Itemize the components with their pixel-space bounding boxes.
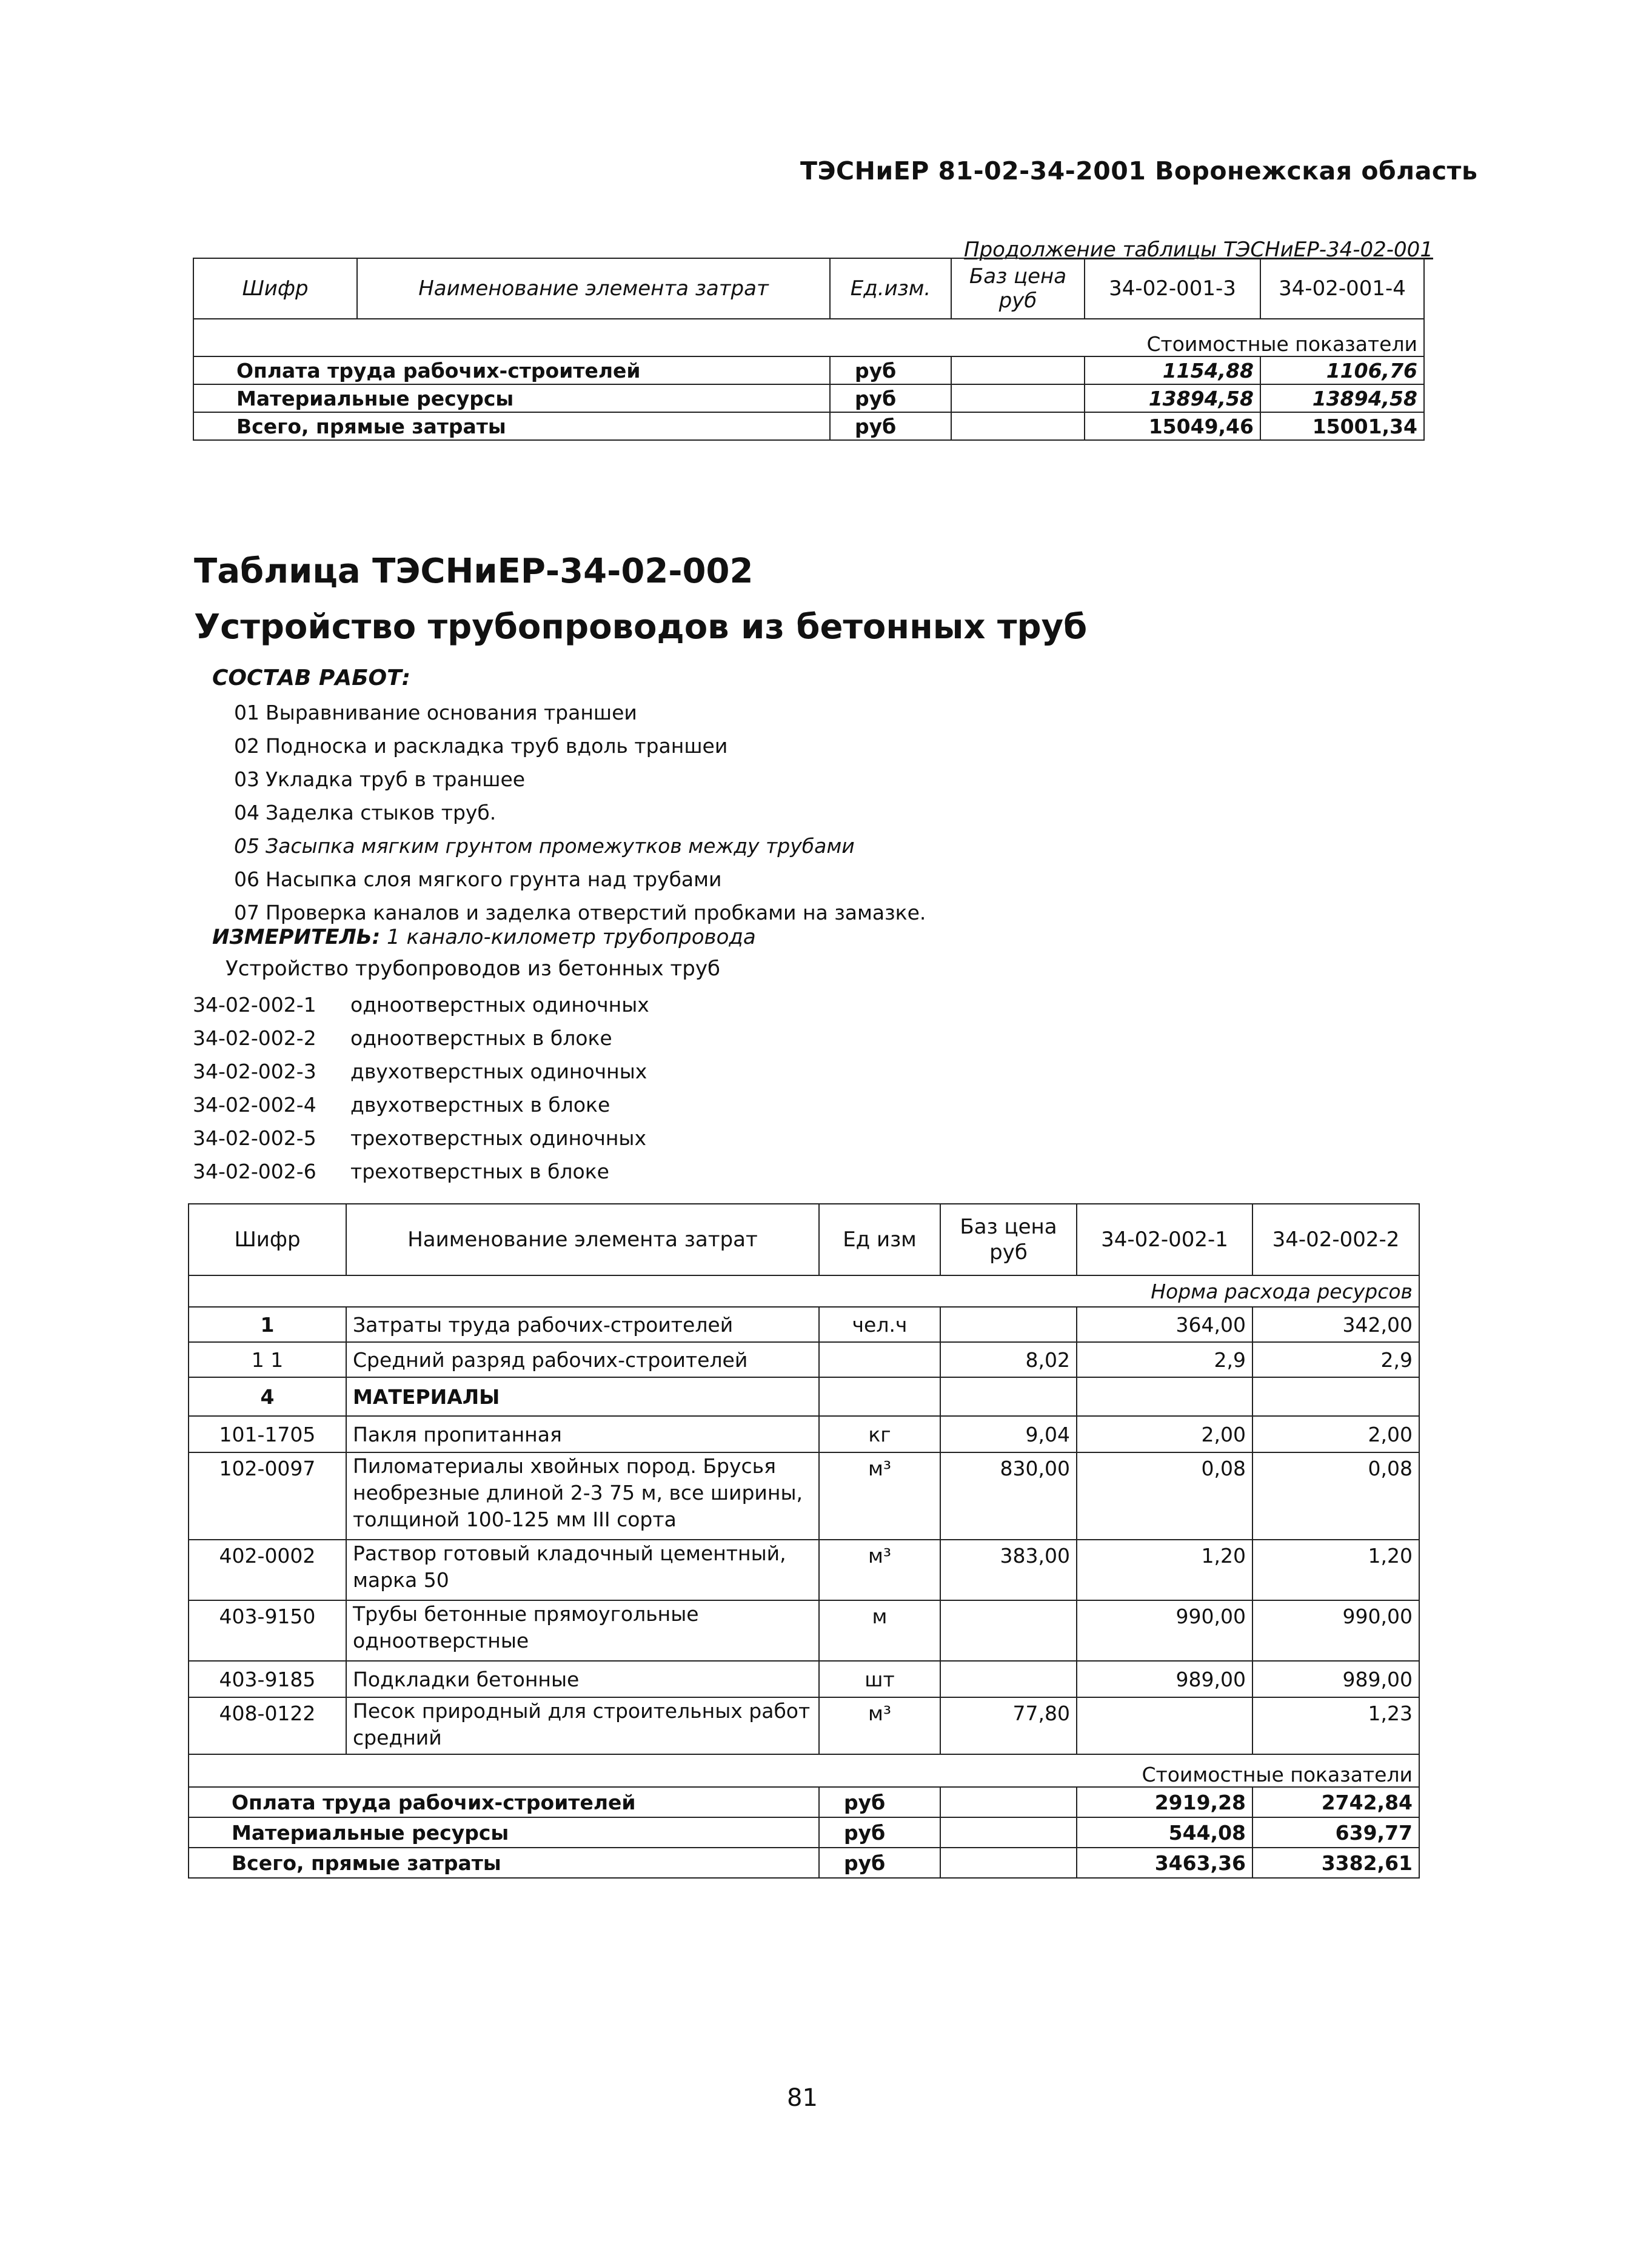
row-code: 102-0097: [189, 1452, 346, 1540]
row-price: 9,04: [940, 1416, 1077, 1452]
row-value: 1,23: [1252, 1697, 1419, 1754]
list-item: 34-02-002-5 трехотверстных одиночных: [193, 1126, 647, 1150]
row-value: 989,00: [1252, 1661, 1419, 1697]
row-unit: м³: [819, 1697, 940, 1754]
row-unit: [819, 1377, 940, 1416]
row-name: Материальные ресурсы: [189, 1817, 819, 1848]
row-unit: руб: [819, 1848, 940, 1878]
section-cost-indicators: Стоимостные показатели: [189, 1754, 1419, 1787]
row-unit: [819, 1342, 940, 1377]
row-name: МАТЕРИАЛЫ: [346, 1377, 819, 1416]
row-value: 2,00: [1077, 1416, 1252, 1452]
row-value: 990,00: [1252, 1600, 1419, 1661]
header-base-price: Баз цена руб: [951, 258, 1085, 319]
row-value: 639,77: [1252, 1817, 1419, 1848]
table-title: Таблица ТЭСНиЕР-34-02-002: [194, 552, 754, 591]
row-name: Раствор готовый кладочный цементный, марка 50: [346, 1540, 819, 1600]
row-value: 2919,28: [1077, 1787, 1252, 1817]
row-value: 1,20: [1077, 1540, 1252, 1600]
row-code: 403-9150: [189, 1600, 346, 1661]
continuation-table: [193, 258, 1425, 441]
row-name: Всего, прямые затраты: [189, 1848, 819, 1878]
row-price: 8,02: [940, 1342, 1077, 1377]
row-value: 342,00: [1252, 1307, 1419, 1342]
list-item: 34-02-002-6 трехотверстных в блоке: [193, 1160, 609, 1183]
composition-label: СОСТАВ РАБОТ:: [212, 666, 411, 690]
row-name: Оплата труда рабочих-строителей: [189, 1787, 819, 1817]
row-code: 408-0122: [189, 1697, 346, 1754]
row-price: 383,00: [940, 1540, 1077, 1600]
table-subtitle: Устройство трубопроводов из бетонных труб: [194, 607, 1088, 647]
row-name: Песок природный для строительных работ средний: [346, 1697, 819, 1754]
row-value: 0,08: [1252, 1452, 1419, 1540]
header-col1: 34-02-002-1: [1077, 1204, 1252, 1275]
row-unit: м³: [819, 1452, 940, 1540]
row-price: [940, 1600, 1077, 1661]
row-value: 364,00: [1077, 1307, 1252, 1342]
header-code: Шифр: [189, 1204, 346, 1275]
row-name: Оплата труда рабочих-строителей: [193, 356, 830, 384]
header-unit: Ед изм: [819, 1204, 940, 1275]
list-item: 02 Подноска и раскладка труб вдоль траншеи: [234, 734, 728, 758]
meter-line: [212, 925, 756, 949]
meter-text: 1 канало-километр трубопровода: [387, 925, 756, 949]
row-code: 4: [189, 1377, 346, 1416]
meter-label: ИЗМЕРИТЕЛЬ:: [212, 925, 381, 949]
row-value: [1077, 1377, 1252, 1416]
row-unit: кг: [819, 1416, 940, 1452]
row-code: 1: [189, 1307, 346, 1342]
row-unit: м: [819, 1600, 940, 1661]
table-continuation-caption: Продолжение таблицы ТЭСНиЕР-34-02-001: [964, 238, 1433, 262]
resources-table: [188, 1203, 1420, 1879]
list-item: 01 Выравнивание основания траншеи: [234, 701, 637, 724]
row-value: 990,00: [1077, 1600, 1252, 1661]
row-unit: м³: [819, 1540, 940, 1600]
header-unit: Ед.изм.: [830, 258, 951, 319]
list-item: 34-02-002-1 одноотверстных одиночных: [193, 993, 649, 1017]
row-name: Материальные ресурсы: [193, 384, 830, 412]
row-value: 13894,58: [1260, 384, 1424, 412]
list-item: 04 Заделка стыков труб.: [234, 801, 497, 824]
row-price: 830,00: [940, 1452, 1077, 1540]
list-item: 34-02-002-3 двухотверстных одиночных: [193, 1060, 647, 1083]
header-col2: 34-02-002-2: [1252, 1204, 1419, 1275]
row-unit: руб: [830, 412, 951, 440]
code-list: [193, 988, 649, 1188]
row-price: [940, 1661, 1077, 1697]
row-name: Подкладки бетонные: [346, 1661, 819, 1697]
row-unit: чел.ч: [819, 1307, 940, 1342]
row-value: 544,08: [1077, 1817, 1252, 1848]
row-unit: руб: [819, 1817, 940, 1848]
list-item: 05 Засыпка мягким грунтом промежутков между трубами: [234, 834, 855, 858]
row-value: 2,9: [1252, 1342, 1419, 1377]
row-value: 2,00: [1252, 1416, 1419, 1452]
row-value: 1154,88: [1085, 356, 1260, 384]
row-value: 3463,36: [1077, 1848, 1252, 1878]
row-name: Пиломатериалы хвойных пород. Брусья необрезные длиной 2-3 75 м, все ширины, толщиной 100-125 мм III сорта: [346, 1452, 819, 1540]
row-code: 101-1705: [189, 1416, 346, 1452]
row-name: Всего, прямые затраты: [193, 412, 830, 440]
row-unit: руб: [819, 1787, 940, 1817]
row-name: Трубы бетонные прямоугольные одноотверстные: [346, 1600, 819, 1661]
row-value: 989,00: [1077, 1661, 1252, 1697]
row-value: 13894,58: [1085, 384, 1260, 412]
row-price: 77,80: [940, 1697, 1077, 1754]
row-value: 15001,34: [1260, 412, 1424, 440]
header-col2: 34-02-001-4: [1260, 258, 1424, 319]
row-name: Затраты труда рабочих-строителей: [346, 1307, 819, 1342]
measure-group-title: Устройство трубопроводов из бетонных труб: [226, 957, 720, 981]
row-value: [1252, 1377, 1419, 1416]
row-unit: руб: [830, 356, 951, 384]
row-value: 1,20: [1252, 1540, 1419, 1600]
section-resource-norms: Норма расхода ресурсов: [189, 1275, 1419, 1307]
header-col1: 34-02-001-3: [1085, 258, 1260, 319]
row-value: [1077, 1697, 1252, 1754]
row-value: 2742,84: [1252, 1787, 1419, 1817]
row-code: 1 1: [189, 1342, 346, 1377]
header-name: Наименование элемента затрат: [357, 258, 830, 319]
list-item: 03 Укладка труб в траншее: [234, 767, 526, 791]
list-item: 07 Проверка каналов и заделка отверстий пробками на замазке.: [234, 901, 926, 924]
header-code: Шифр: [193, 258, 357, 319]
header-base-price: Баз цена руб: [940, 1204, 1077, 1275]
row-value: 15049,46: [1085, 412, 1260, 440]
row-value: 3382,61: [1252, 1848, 1419, 1878]
row-name: Средний разряд рабочих-строителей: [346, 1342, 819, 1377]
section-cost-indicators: Стоимостные показатели: [193, 319, 1424, 356]
row-value: 0,08: [1077, 1452, 1252, 1540]
row-unit: шт: [819, 1661, 940, 1697]
row-value: 1106,76: [1260, 356, 1424, 384]
list-item: 34-02-002-4 двухотверстных в блоке: [193, 1093, 610, 1117]
running-header: ТЭСНиЕР 81-02-34-2001 Воронежская область: [800, 156, 1478, 185]
row-unit: руб: [830, 384, 951, 412]
row-code: 403-9185: [189, 1661, 346, 1697]
list-item: 34-02-002-2 одноотверстных в блоке: [193, 1026, 612, 1050]
row-name: Пакля пропитанная: [346, 1416, 819, 1452]
row-value: 2,9: [1077, 1342, 1252, 1377]
row-price: [940, 1307, 1077, 1342]
row-code: 402-0002: [189, 1540, 346, 1600]
header-name: Наименование элемента затрат: [346, 1204, 819, 1275]
list-item: 06 Насыпка слоя мягкого грунта над трубами: [234, 867, 722, 891]
composition-list: [234, 696, 926, 929]
row-price: [940, 1377, 1077, 1416]
page-number: 81: [787, 2084, 818, 2112]
